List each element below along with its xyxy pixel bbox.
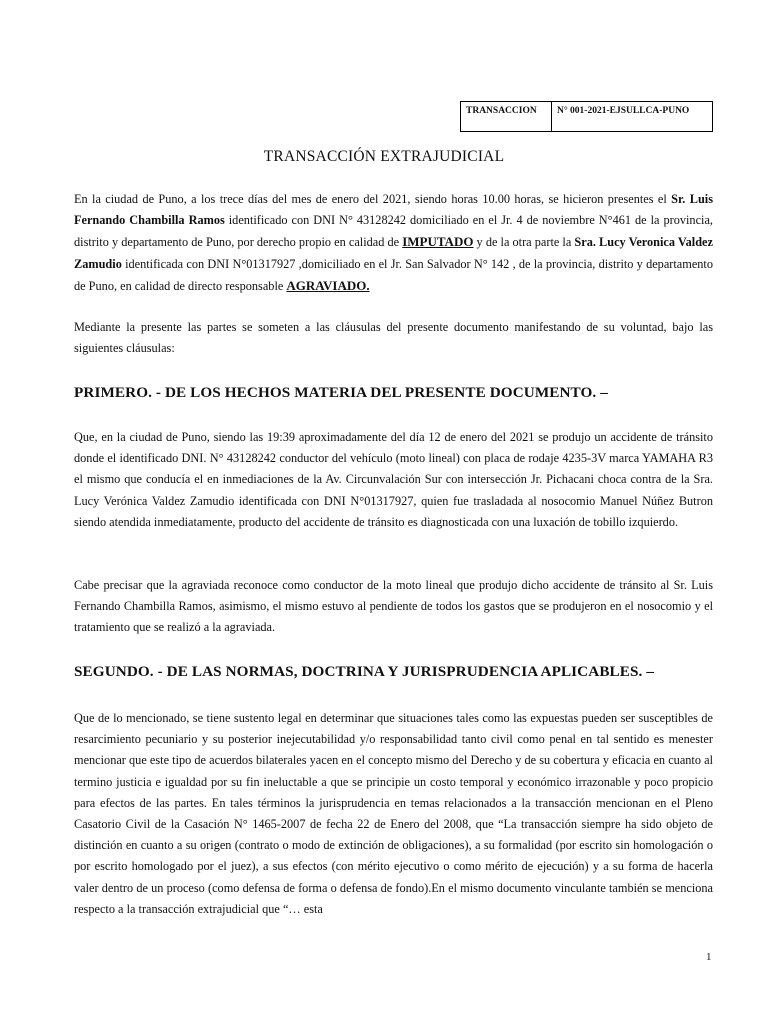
paragraph-normas: Que de lo mencionado, se tiene sustento legal en determinar que situaciones tales como las expuestas pueden ser susceptibles de resarcimiento pecuniario y su posterior inejecutabilidad y/o responsabilidad tanto civil como penal en tal sentido es menester mencionar que este tipo de acuerdos bilaterales yacen en el concepto mismo del Derecho y de su cobertura y eficacia en cuanto al termino justicia e igualdad por su fin ineluctable a que se principie un costo temporal y económico irrazonable y poco propicio para efectos de las partes. En tales términos la jurisprudencia en temas relacionados a la transacción mencionan en el Pleno Casatorio Civil de la Casación N° 1465-2007 de fecha 22 de Enero del 2008, que “La transacción siempre ha sido objeto de distinción en cuanto a su origen (contrato o modo de extinción de obligaciones), a su formalidad (por escrito sin homologación o por escrito homologado por el juez), a sus efectos (con mérito ejecutivo o como mérito de ejecución) y a su forma de hacerla valer dentro de un proceso (como defensa de forma o defensa de fondo).En el mismo documento vinculante también se menciona respecto a la transacción extrajudicial que “… esta [74, 711, 713, 916]
document-title: TRANSACCIÓN EXTRAJUDICIAL [263, 148, 505, 165]
paragraph-cabe: Cabe precisar que la agraviada reconoce como conductor de la moto lineal que produjo dicho accidente de tránsito al Sr. Luis Fernando Chambilla Ramos, asimismo, el mismo estuvo al pendiente de todos los gastos que se produjeron en el nosocomio y el tratamiento que se realizó a la agraviada. [74, 578, 713, 635]
page-number: 1 [706, 951, 712, 963]
role-imputado: IMPUTADO [402, 234, 474, 250]
reference-label: TRANSACCION [461, 102, 552, 132]
heading-segundo: SEGUNDO. - DE LAS NORMAS, DOCTRINA Y JURISPRUDENCIA APLICABLES. – [74, 663, 655, 680]
party-name-agraviado: Sra. Lucy Veronica Valdez Zamudio [74, 235, 713, 271]
reference-table [460, 101, 713, 132]
role-agraviado: AGRAVIADO. [286, 277, 370, 293]
paragraph-mediante: Mediante la presente las partes se someten a las cláusulas del presente documento manifestando de su voluntad, bajo las siguientes cláusulas: [74, 320, 713, 356]
heading-primero: PRIMERO. - DE LOS HECHOS MATERIA DEL PRESENTE DOCUMENTO. – [74, 384, 608, 401]
party-name-imputado: Sr. Luis Fernando Chambilla Ramos [74, 192, 714, 228]
intro-paragraph: En la ciudad de Puno, a los trece días del mes de enero del 2021, siendo horas 10.00 horas, se hicieron presentes el Sr. Luis Fernando Chambilla Ramos identificado con DNI N° 43128242 domiciliado en el Jr. 4 de noviembre N°461 de la provincia, distrito y departamento de Puno, por derecho propio en calidad de IMPUTADO y de la otra parte la Sra. Lucy Veronica Valdez Zamudio identificada con DNI N°01317927 ,domiciliado en el Jr. San Salvador N° 142 , de la provincia, distrito y departamento de Puno, en calidad de directo responsable AGRAVIADO. [74, 192, 714, 293]
paragraph-hechos: Que, en la ciudad de Puno, siendo las 19:39 aproximadamente del día 12 de enero del 2021 se produjo un accidente de tránsito donde el identificado DNI. N° 43128242 conductor del vehículo (moto lineal) con placa de rodaje 4235-3V marca YAMAHA R3 el mismo que conducía el en inmediaciones de la Av. Circunvalación Sur con intersección Jr. Pichacani choca contra de la Sra. Lucy Verónica Valdez Zamudio identificada con DNI N°01317927, quien fue trasladada al nosocomio Manuel Núñez Butron siendo atendida inmediatamente, producto del accidente de tránsito es diagnosticada con una luxación de tobillo izquierdo. [74, 430, 713, 529]
reference-number: N° 001-2021-EJSULLCA-PUNO [552, 102, 713, 132]
